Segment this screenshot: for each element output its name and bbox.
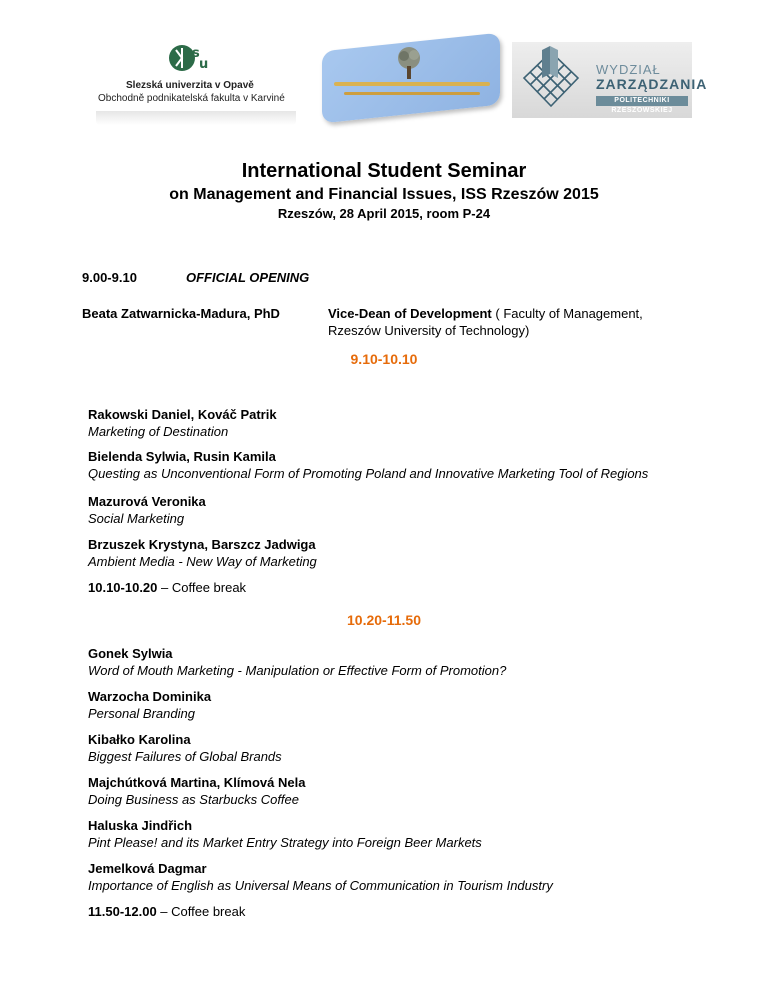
- talk-title: Social Marketing: [88, 511, 185, 526]
- date-and-room: Rzeszów, 28 April 2015, room P-24: [277, 206, 491, 221]
- talk-authors: Kibałko Karolina: [88, 732, 191, 747]
- tree-icon: [394, 46, 424, 80]
- break-time: 11.50-12.00: [88, 904, 157, 919]
- talk-title: Pint Please! and its Market Entry Strategy into Foreign Beer Markets: [88, 835, 482, 850]
- svg-text:u: u: [199, 57, 209, 72]
- talk-title: Biggest Failures of Global Brands: [88, 749, 282, 764]
- talk-title: Word of Mouth Marketing - Manipulation or Effective Form of Promotion?: [88, 663, 507, 678]
- document-title: International Student Seminar: [241, 160, 527, 182]
- talk-title: Importance of English as Universal Means of Communication in Tourism Industry: [88, 878, 553, 893]
- break-time: 10.10-10.20: [88, 580, 158, 595]
- talk-title: Personal Branding: [88, 706, 195, 721]
- faculty-name: Obchodně podnikatelská fakulta v Karviné: [98, 93, 285, 104]
- opening-speaker-role: [328, 305, 643, 322]
- faculty-logo-word: WYDZIAŁ: [596, 62, 661, 77]
- talk-title: Questing as Unconventional Form of Promoting Poland and Innovative Marketing Tool of Regions: [88, 466, 649, 481]
- seminar-logo: [322, 42, 500, 114]
- talk-authors: Jemelková Dagmar: [88, 861, 207, 876]
- faculty-logo-subtitle: POLITECHNIKI RZESZOWSKIEJ: [596, 96, 688, 106]
- opening-time: 9.00-9.10: [82, 270, 137, 285]
- seminar-logo-text-line: [344, 92, 480, 95]
- faculty-of-management-logo: [512, 42, 708, 118]
- opening-speaker-role-line2: Rzeszów University of Technology): [328, 323, 530, 338]
- talk-title: Ambient Media - New Way of Marketing: [88, 554, 317, 569]
- document-subtitle: on Management and Financial Issues, ISS Rzeszów 2015: [169, 186, 599, 203]
- university-emblem-icon: [168, 40, 212, 76]
- faculty-logo-word: ZARZĄDZANIA: [596, 76, 708, 92]
- break-label: – Coffee break: [156, 904, 246, 919]
- role-affiliation: ( Faculty of Management,: [491, 306, 643, 321]
- talk-authors: Warzocha Dominika: [88, 689, 212, 704]
- talk-authors: Majchútková Martina, Klímová Nela: [88, 775, 306, 790]
- talk-authors: Gonek Sylwia: [88, 646, 173, 661]
- svg-text:s: s: [192, 46, 200, 61]
- coffee-break: [88, 579, 246, 596]
- coffee-break: [88, 903, 245, 920]
- logo-shadow: [96, 111, 296, 125]
- opening-speaker: Beata Zatwarnicka-Madura, PhD: [82, 306, 280, 321]
- role-title: Vice-Dean of Development: [328, 306, 492, 321]
- logo-row: [0, 0, 768, 135]
- session-time-heading: 9.10-10.10: [350, 351, 418, 367]
- talk-authors: Mazurová Veronika: [88, 494, 206, 509]
- talk-title: Doing Business as Starbucks Coffee: [88, 792, 299, 807]
- university-name: Slezská univerzita v Opavě: [126, 80, 254, 91]
- silesian-university-logo: [96, 38, 296, 128]
- talk-authors: Brzuszek Krystyna, Barszcz Jadwiga: [88, 537, 316, 552]
- building-grid-icon: [516, 44, 586, 114]
- session-time-heading: 10.20-11.50: [347, 612, 421, 628]
- talk-authors: Bielenda Sylwia, Rusin Kamila: [88, 449, 276, 464]
- opening-label: OFFICIAL OPENING: [186, 270, 310, 285]
- talk-authors: Rakowski Daniel, Kováč Patrik: [88, 407, 277, 422]
- break-label: – Coffee break: [157, 580, 247, 595]
- seminar-logo-text-line: [334, 82, 490, 86]
- talk-title: Marketing of Destination: [88, 424, 229, 439]
- talk-authors: Haluska Jindřich: [88, 818, 193, 833]
